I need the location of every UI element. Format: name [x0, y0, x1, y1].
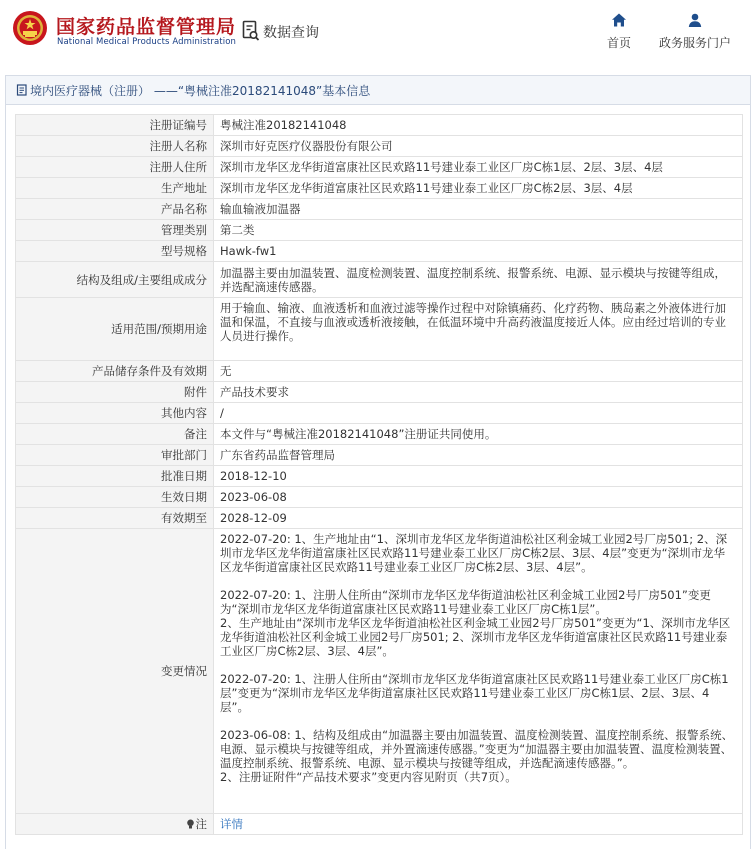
document-icon — [16, 84, 28, 96]
table-row — [16, 508, 743, 529]
table-row — [16, 466, 743, 487]
note-label: 注 — [195, 817, 207, 831]
row-value: 加温器主要由加温装置、温度检测装置、温度控制系统、报警系统、电源、显示模块与按键等组成，并选配滴速传感器。 — [214, 262, 743, 298]
row-label: 产品名称 — [16, 199, 214, 220]
details-link[interactable]: 详情 — [220, 817, 243, 831]
table-row — [16, 136, 743, 157]
row-label: 管理类别 — [16, 220, 214, 241]
row-label: 注册证编号 — [16, 115, 214, 136]
site-subtitle: National Medical Products Administration — [57, 37, 236, 47]
breadcrumb-text: 境内医疗器械（注册） ——“粤械注准20182141048”基本信息 — [30, 83, 371, 98]
row-label: 生效日期 — [16, 487, 214, 508]
site-header — [0, 0, 756, 66]
table-row — [16, 199, 743, 220]
table-row — [16, 487, 743, 508]
row-label: 结构及组成/主要组成成分 — [16, 262, 214, 298]
search-document-icon — [242, 20, 260, 42]
row-value: 深圳市好克医疗仪器股份有限公司 — [214, 136, 743, 157]
note-label-cell — [16, 814, 214, 835]
change-entry — [220, 588, 736, 658]
row-value: 2023-06-08 — [214, 487, 743, 508]
table-row — [16, 220, 743, 241]
row-label: 审批部门 — [16, 445, 214, 466]
table-row — [16, 262, 743, 298]
table-row — [16, 403, 743, 424]
row-value: 粤械注准20182141048 — [214, 115, 743, 136]
lightbulb-icon — [186, 819, 195, 829]
row-value: 第二类 — [214, 220, 743, 241]
table-row — [16, 298, 743, 361]
home-icon — [611, 12, 627, 28]
row-value: 输血输液加温器 — [214, 199, 743, 220]
table-row — [16, 361, 743, 382]
table-row — [16, 115, 743, 136]
breadcrumb — [6, 76, 750, 105]
change-history — [214, 529, 743, 814]
national-emblem-icon — [12, 10, 48, 46]
row-value: 无 — [214, 361, 743, 382]
change-entry — [220, 532, 736, 574]
nav-service-portal-label: 政务服务门户 — [658, 36, 731, 50]
change-line: 2022-07-20: 1、生产地址由“1、深圳市龙华区龙华街道油松社区利金城工业园2号厂房501; 2、深圳市龙华区龙华街道富康社区民欢路11号建业泰工业区厂房C栋2层、3层、4层”变更为“深圳市龙华区龙华街道富康社区民欢路11号建业泰工业区厂房C栋2层、3层、4层”。 — [220, 532, 728, 574]
row-label: 注册人名称 — [16, 136, 214, 157]
note-value — [214, 814, 743, 835]
site-title: 国家药品监督管理局 — [56, 16, 237, 38]
row-value: 产品技术要求 — [214, 382, 743, 403]
row-value: 深圳市龙华区龙华街道富康社区民欢路11号建业泰工业区厂房C栋1层、2层、3层、4层 — [214, 157, 743, 178]
registration-info-table — [15, 114, 743, 835]
change-entry — [220, 728, 736, 784]
change-line: 2、注册证附件“产品技术要求”变更内容见附页（共7页）。 — [220, 770, 517, 784]
table-row — [16, 445, 743, 466]
row-label: 适用范围/预期用途 — [16, 298, 214, 361]
row-value: 2028-12-09 — [214, 508, 743, 529]
row-label: 产品储存条件及有效期 — [16, 361, 214, 382]
content-panel — [5, 75, 751, 849]
table-row-note — [16, 814, 743, 835]
table-row — [16, 157, 743, 178]
change-line: 2022-07-20: 1、注册人住所由“深圳市龙华区龙华街道油松社区利金城工业园2号厂房501”变更为“深圳市龙华区龙华街道富康社区民欢路11号建业泰工业区厂房C栋1层”。 — [220, 588, 711, 616]
row-value: / — [214, 403, 743, 424]
data-query-label[interactable]: 数据查询 — [263, 25, 319, 41]
table-row-changes — [16, 529, 743, 814]
table-row — [16, 178, 743, 199]
nav-home-label: 首页 — [606, 36, 631, 50]
row-value: Hawk-fw1 — [214, 241, 743, 262]
nav-service-portal[interactable] — [657, 12, 733, 51]
table-row — [16, 424, 743, 445]
change-line: 2023-06-08: 1、结构及组成由“加温器主要由加温装置、温度检测装置、温度控制系统、报警系统、电源、显示模块与按键等组成，并外置滴速传感器。”变更为“加温器主要由加温装置、温度检测装置、温度控制系统、报警系统、电源、显示模块与按键等组成，并选配滴速传感器。”。 — [220, 728, 734, 770]
change-line: 2022-07-20: 1、注册人住所由“深圳市龙华区龙华街道富康社区民欢路11号建业泰工业区厂房C栋1层”变更为“深圳市龙华区龙华街道富康社区民欢路11号建业泰工业区厂房C栋1层、2层、3层、4层”。 — [220, 672, 729, 714]
nav-home[interactable] — [604, 12, 634, 51]
user-icon — [687, 12, 703, 28]
change-entry — [220, 672, 736, 714]
row-value: 2018-12-10 — [214, 466, 743, 487]
row-label: 生产地址 — [16, 178, 214, 199]
row-value: 本文件与“粤械注准20182141048”注册证共同使用。 — [214, 424, 743, 445]
row-label: 备注 — [16, 424, 214, 445]
row-label: 变更情况 — [16, 529, 214, 814]
row-label: 有效期至 — [16, 508, 214, 529]
row-label: 附件 — [16, 382, 214, 403]
row-label: 型号规格 — [16, 241, 214, 262]
row-value: 用于输血、输液、血液透析和血液过滤等操作过程中对除镇痛药、化疗药物、胰岛素之外液体进行加温和保温，不直接与血液或透析液接触，在低温环境中升高药液温度接近人体。应由经过培训的专业人员进行操作。 — [214, 298, 743, 361]
change-line: 2、生产地址由“深圳市龙华区龙华街道油松社区利金城工业园2号厂房501”变更为“1、深圳市龙华区龙华街道油松社区利金城工业园2号厂房501; 2、深圳市龙华区龙华街道富康社区民欢路11号建业泰工业区厂房C栋2层、3层、4层”。 — [220, 616, 731, 658]
row-label: 其他内容 — [16, 403, 214, 424]
row-value: 广东省药品监督管理局 — [214, 445, 743, 466]
row-label: 注册人住所 — [16, 157, 214, 178]
row-value: 深圳市龙华区龙华街道富康社区民欢路11号建业泰工业区厂房C栋2层、3层、4层 — [214, 178, 743, 199]
row-label: 批准日期 — [16, 466, 214, 487]
table-row — [16, 241, 743, 262]
table-row — [16, 382, 743, 403]
